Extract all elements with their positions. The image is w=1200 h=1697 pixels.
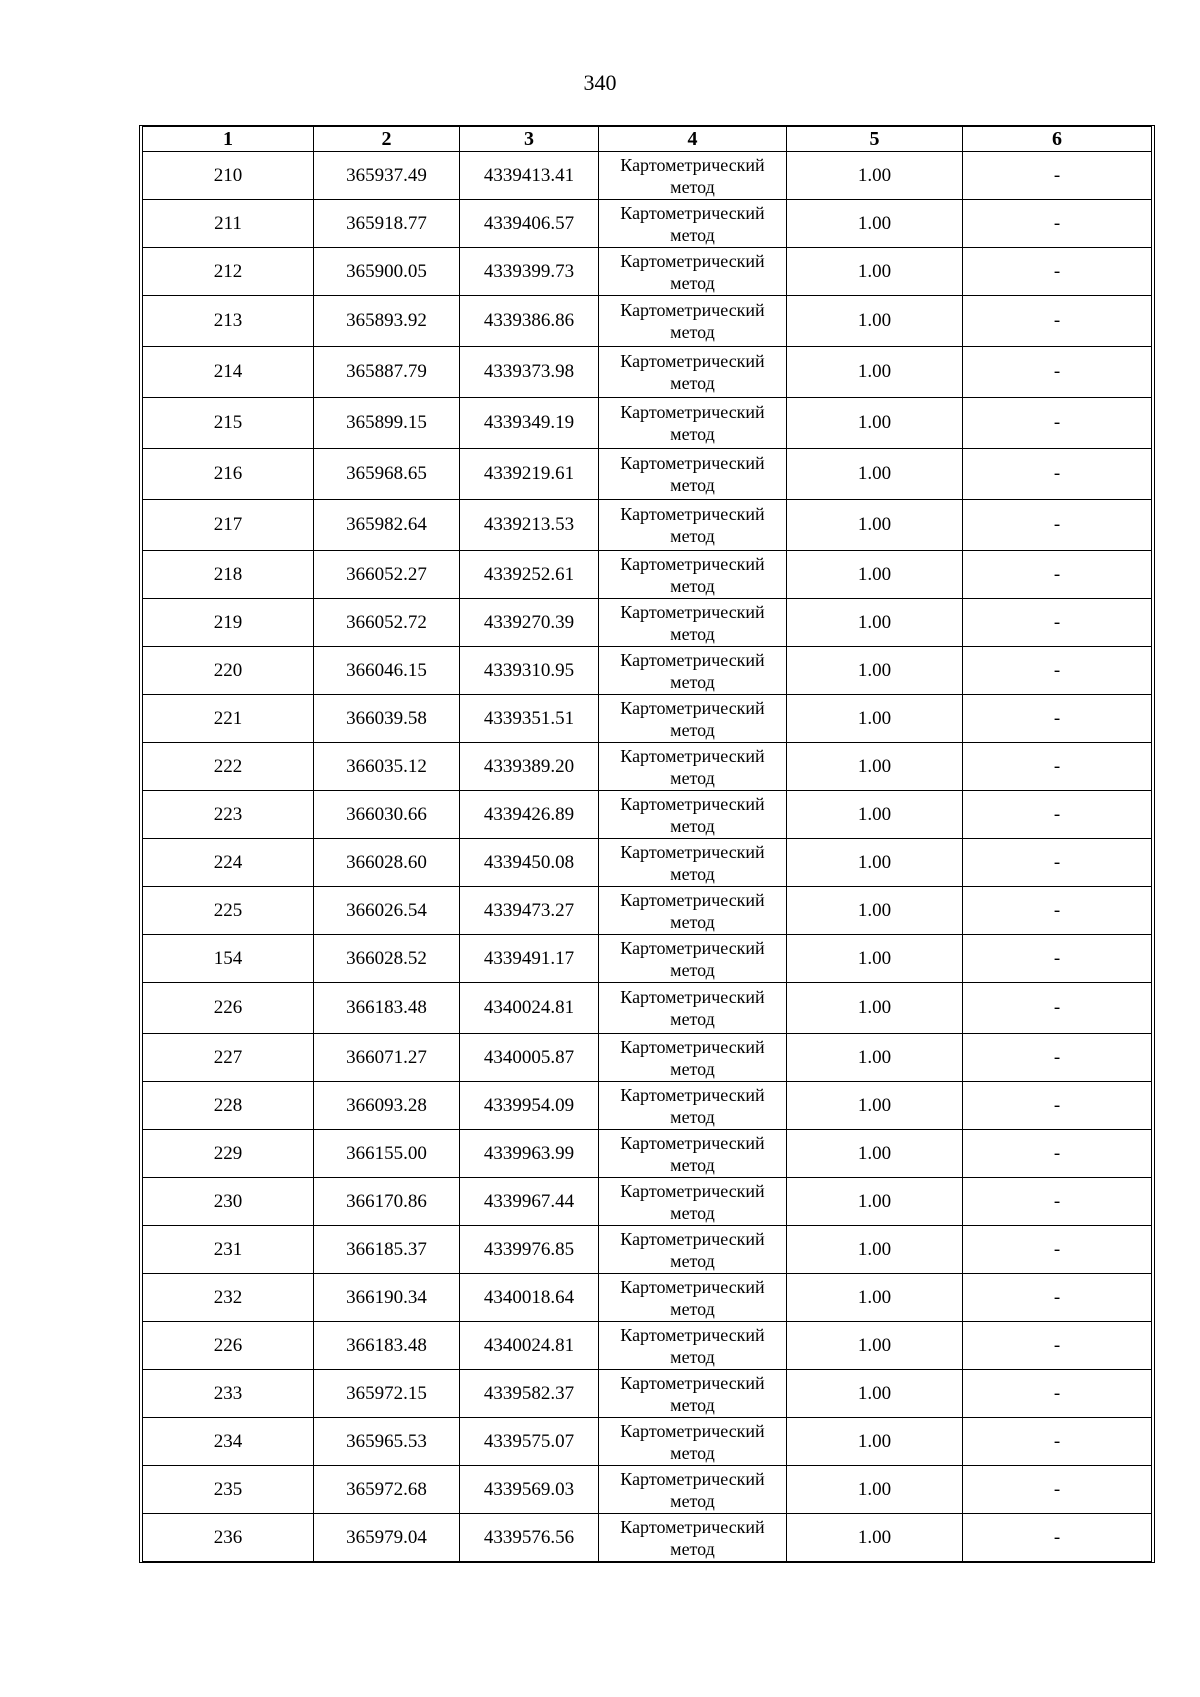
description-cell: - (963, 1130, 1152, 1178)
point-number-cell: 231 (143, 1226, 314, 1274)
x-coordinate-cell: 366155.00 (314, 1130, 460, 1178)
accuracy-cell: 1.00 (787, 248, 963, 296)
method-cell (599, 1418, 787, 1466)
x-coordinate-cell: 365972.15 (314, 1370, 460, 1418)
method-line-1: Картометрический (620, 1228, 765, 1249)
header-cell-6: 6 (963, 127, 1152, 152)
y-coordinate-cell: 4339310.95 (460, 647, 599, 695)
method-line-2: метод (670, 1202, 715, 1223)
y-coordinate-cell: 4339399.73 (460, 248, 599, 296)
point-number-cell: 210 (143, 152, 314, 200)
y-coordinate-cell: 4339413.41 (460, 152, 599, 200)
accuracy-cell: 1.00 (787, 1034, 963, 1082)
method-line-1: Картометрический (620, 453, 765, 473)
method-line-1: Картометрический (620, 793, 765, 814)
y-coordinate-cell: 4339473.27 (460, 887, 599, 935)
table-row (143, 647, 1152, 695)
description-cell: - (963, 1322, 1152, 1370)
description-cell: - (963, 839, 1152, 887)
x-coordinate-cell: 365893.92 (314, 296, 460, 347)
x-coordinate-cell: 366028.52 (314, 935, 460, 983)
x-coordinate-cell: 366190.34 (314, 1274, 460, 1322)
method-cell (599, 1466, 787, 1514)
accuracy-cell: 1.00 (787, 1418, 963, 1466)
method-line-1: Картометрический (620, 1324, 765, 1345)
table-row (143, 551, 1152, 599)
accuracy-cell: 1.00 (787, 398, 963, 449)
point-number-cell: 215 (143, 398, 314, 449)
y-coordinate-cell: 4339963.99 (460, 1130, 599, 1178)
header-cell-3: 3 (460, 127, 599, 152)
method-line-1: Картометрический (620, 1420, 765, 1441)
table-row (143, 1370, 1152, 1418)
method-line-2: метод (670, 959, 715, 980)
method-cell (599, 200, 787, 248)
method-line-2: метод (670, 1250, 715, 1271)
x-coordinate-cell: 365982.64 (314, 500, 460, 551)
coordinates-table-frame (139, 125, 1155, 1563)
table-row (143, 500, 1152, 551)
header-cell-5: 5 (787, 127, 963, 152)
method-cell (599, 551, 787, 599)
accuracy-cell: 1.00 (787, 1322, 963, 1370)
point-number-cell: 223 (143, 791, 314, 839)
description-cell: - (963, 1418, 1152, 1466)
x-coordinate-cell: 366185.37 (314, 1226, 460, 1274)
table-row (143, 449, 1152, 500)
y-coordinate-cell: 4339582.37 (460, 1370, 599, 1418)
description-cell: - (963, 743, 1152, 791)
coordinates-table (142, 126, 1152, 1562)
point-number-cell: 214 (143, 347, 314, 398)
accuracy-cell: 1.00 (787, 296, 963, 347)
accuracy-cell: 1.00 (787, 1130, 963, 1178)
header-cell-1: 1 (143, 127, 314, 152)
y-coordinate-cell: 4339967.44 (460, 1178, 599, 1226)
y-coordinate-cell: 4339491.17 (460, 935, 599, 983)
x-coordinate-cell: 366035.12 (314, 743, 460, 791)
y-coordinate-cell: 4339386.86 (460, 296, 599, 347)
method-line-1: Картометрический (620, 937, 765, 958)
point-number-cell: 226 (143, 983, 314, 1034)
accuracy-cell: 1.00 (787, 1370, 963, 1418)
method-cell (599, 983, 787, 1034)
method-line-1: Картометрический (620, 1132, 765, 1153)
method-cell (599, 347, 787, 398)
accuracy-cell: 1.00 (787, 1514, 963, 1562)
method-cell (599, 791, 787, 839)
accuracy-cell: 1.00 (787, 500, 963, 551)
method-line-1: Картометрический (620, 553, 765, 574)
description-cell: - (963, 152, 1152, 200)
accuracy-cell: 1.00 (787, 935, 963, 983)
method-cell (599, 1514, 787, 1562)
accuracy-cell: 1.00 (787, 743, 963, 791)
point-number-cell: 225 (143, 887, 314, 935)
table-row (143, 599, 1152, 647)
table-row (143, 1466, 1152, 1514)
x-coordinate-cell: 366030.66 (314, 791, 460, 839)
method-line-1: Картометрический (620, 889, 765, 910)
description-cell: - (963, 695, 1152, 743)
description-cell: - (963, 983, 1152, 1034)
header-cell-2: 2 (314, 127, 460, 152)
point-number-cell: 217 (143, 500, 314, 551)
description-cell: - (963, 1178, 1152, 1226)
method-cell (599, 449, 787, 500)
accuracy-cell: 1.00 (787, 1178, 963, 1226)
description-cell: - (963, 200, 1152, 248)
point-number-cell: 154 (143, 935, 314, 983)
x-coordinate-cell: 365937.49 (314, 152, 460, 200)
method-line-2: метод (670, 1394, 715, 1415)
y-coordinate-cell: 4339389.20 (460, 743, 599, 791)
method-cell (599, 1226, 787, 1274)
method-line-2: метод (670, 815, 715, 836)
method-line-2: метод (670, 1058, 715, 1079)
table-row (143, 887, 1152, 935)
method-line-1: Картометрический (620, 1180, 765, 1201)
method-cell (599, 398, 787, 449)
y-coordinate-cell: 4339406.57 (460, 200, 599, 248)
description-cell: - (963, 1226, 1152, 1274)
table-row (143, 1274, 1152, 1322)
method-line-1: Картометрический (620, 1516, 765, 1537)
description-cell: - (963, 1514, 1152, 1562)
description-cell: - (963, 1082, 1152, 1130)
method-cell (599, 935, 787, 983)
table-row (143, 1082, 1152, 1130)
method-cell (599, 1178, 787, 1226)
table-body (143, 152, 1152, 1562)
method-line-1: Картометрический (620, 202, 765, 223)
method-line-1: Картометрический (620, 601, 765, 622)
point-number-cell: 219 (143, 599, 314, 647)
description-cell: - (963, 935, 1152, 983)
accuracy-cell: 1.00 (787, 347, 963, 398)
point-number-cell: 234 (143, 1418, 314, 1466)
method-line-2: метод (670, 1490, 715, 1511)
method-line-1: Картометрический (620, 649, 765, 670)
description-cell: - (963, 248, 1152, 296)
method-cell (599, 647, 787, 695)
method-cell (599, 500, 787, 551)
method-line-2: метод (670, 475, 715, 495)
x-coordinate-cell: 365900.05 (314, 248, 460, 296)
method-cell (599, 1274, 787, 1322)
method-line-1: Картометрический (620, 300, 765, 320)
method-line-1: Картометрический (620, 504, 765, 524)
point-number-cell: 212 (143, 248, 314, 296)
point-number-cell: 216 (143, 449, 314, 500)
method-line-1: Картометрический (620, 987, 765, 1007)
method-line-2: метод (670, 272, 715, 293)
method-line-2: метод (670, 719, 715, 740)
y-coordinate-cell: 4339219.61 (460, 449, 599, 500)
method-line-1: Картометрический (620, 745, 765, 766)
method-line-2: метод (670, 424, 715, 444)
table-row (143, 1226, 1152, 1274)
y-coordinate-cell: 4339373.98 (460, 347, 599, 398)
point-number-cell: 227 (143, 1034, 314, 1082)
point-number-cell: 218 (143, 551, 314, 599)
x-coordinate-cell: 365972.68 (314, 1466, 460, 1514)
x-coordinate-cell: 365965.53 (314, 1418, 460, 1466)
table-row (143, 152, 1152, 200)
method-line-1: Картометрический (620, 1372, 765, 1393)
method-cell (599, 1034, 787, 1082)
method-line-1: Картометрический (620, 154, 765, 175)
method-line-2: метод (670, 863, 715, 884)
method-line-1: Картометрический (620, 402, 765, 422)
y-coordinate-cell: 4339976.85 (460, 1226, 599, 1274)
y-coordinate-cell: 4339252.61 (460, 551, 599, 599)
point-number-cell: 213 (143, 296, 314, 347)
method-cell (599, 599, 787, 647)
method-line-2: метод (670, 767, 715, 788)
point-number-cell: 220 (143, 647, 314, 695)
y-coordinate-cell: 4339569.03 (460, 1466, 599, 1514)
method-cell (599, 152, 787, 200)
accuracy-cell: 1.00 (787, 1082, 963, 1130)
method-line-2: метод (670, 373, 715, 393)
x-coordinate-cell: 366183.48 (314, 1322, 460, 1370)
method-line-2: метод (670, 526, 715, 546)
description-cell: - (963, 791, 1152, 839)
y-coordinate-cell: 4340024.81 (460, 1322, 599, 1370)
page-number: 340 (583, 70, 617, 95)
method-line-2: метод (670, 575, 715, 596)
accuracy-cell: 1.00 (787, 695, 963, 743)
method-cell (599, 743, 787, 791)
description-cell: - (963, 347, 1152, 398)
accuracy-cell: 1.00 (787, 983, 963, 1034)
table-row (143, 248, 1152, 296)
point-number-cell: 224 (143, 839, 314, 887)
y-coordinate-cell: 4339450.08 (460, 839, 599, 887)
table-row (143, 983, 1152, 1034)
method-line-2: метод (670, 1442, 715, 1463)
method-cell (599, 1370, 787, 1418)
description-cell: - (963, 398, 1152, 449)
description-cell: - (963, 296, 1152, 347)
x-coordinate-cell: 365887.79 (314, 347, 460, 398)
x-coordinate-cell: 366026.54 (314, 887, 460, 935)
y-coordinate-cell: 4339426.89 (460, 791, 599, 839)
y-coordinate-cell: 4340024.81 (460, 983, 599, 1034)
point-number-cell: 228 (143, 1082, 314, 1130)
method-line-2: метод (670, 1009, 715, 1029)
x-coordinate-cell: 366052.27 (314, 551, 460, 599)
table-row (143, 1130, 1152, 1178)
description-cell: - (963, 887, 1152, 935)
method-line-1: Картометрический (620, 697, 765, 718)
method-line-2: метод (670, 1106, 715, 1127)
description-cell: - (963, 1274, 1152, 1322)
point-number-cell: 232 (143, 1274, 314, 1322)
x-coordinate-cell: 365918.77 (314, 200, 460, 248)
table-row (143, 1322, 1152, 1370)
accuracy-cell: 1.00 (787, 449, 963, 500)
table-row (143, 1418, 1152, 1466)
method-cell (599, 1082, 787, 1130)
accuracy-cell: 1.00 (787, 152, 963, 200)
method-cell (599, 839, 787, 887)
point-number-cell: 211 (143, 200, 314, 248)
table-row (143, 1514, 1152, 1562)
description-cell: - (963, 599, 1152, 647)
x-coordinate-cell: 365899.15 (314, 398, 460, 449)
method-line-1: Картометрический (620, 1084, 765, 1105)
point-number-cell: 230 (143, 1178, 314, 1226)
method-line-1: Картометрический (620, 351, 765, 371)
method-line-2: метод (670, 1154, 715, 1175)
accuracy-cell: 1.00 (787, 647, 963, 695)
method-line-2: метод (670, 176, 715, 197)
method-line-1: Картометрический (620, 841, 765, 862)
x-coordinate-cell: 366046.15 (314, 647, 460, 695)
table-row (143, 347, 1152, 398)
method-cell (599, 1130, 787, 1178)
table-row (143, 743, 1152, 791)
table-row (143, 1034, 1152, 1082)
x-coordinate-cell: 366052.72 (314, 599, 460, 647)
method-line-2: метод (670, 1298, 715, 1319)
table-row (143, 791, 1152, 839)
accuracy-cell: 1.00 (787, 200, 963, 248)
x-coordinate-cell: 366170.86 (314, 1178, 460, 1226)
accuracy-cell: 1.00 (787, 599, 963, 647)
method-cell (599, 1322, 787, 1370)
accuracy-cell: 1.00 (787, 887, 963, 935)
method-cell (599, 887, 787, 935)
y-coordinate-cell: 4339270.39 (460, 599, 599, 647)
description-cell: - (963, 551, 1152, 599)
x-coordinate-cell: 366093.28 (314, 1082, 460, 1130)
point-number-cell: 235 (143, 1466, 314, 1514)
table-row (143, 1178, 1152, 1226)
accuracy-cell: 1.00 (787, 1274, 963, 1322)
accuracy-cell: 1.00 (787, 839, 963, 887)
description-cell: - (963, 500, 1152, 551)
table-row (143, 200, 1152, 248)
table-row (143, 398, 1152, 449)
method-line-2: метод (670, 1346, 715, 1367)
description-cell: - (963, 1034, 1152, 1082)
description-cell: - (963, 1370, 1152, 1418)
point-number-cell: 222 (143, 743, 314, 791)
method-line-2: метод (670, 911, 715, 932)
x-coordinate-cell: 366039.58 (314, 695, 460, 743)
table-row (143, 296, 1152, 347)
x-coordinate-cell: 366183.48 (314, 983, 460, 1034)
y-coordinate-cell: 4340005.87 (460, 1034, 599, 1082)
y-coordinate-cell: 4339575.07 (460, 1418, 599, 1466)
method-cell (599, 248, 787, 296)
point-number-cell: 226 (143, 1322, 314, 1370)
y-coordinate-cell: 4339954.09 (460, 1082, 599, 1130)
x-coordinate-cell: 366028.60 (314, 839, 460, 887)
y-coordinate-cell: 4340018.64 (460, 1274, 599, 1322)
method-line-1: Картометрический (620, 1468, 765, 1489)
description-cell: - (963, 1466, 1152, 1514)
y-coordinate-cell: 4339351.51 (460, 695, 599, 743)
method-line-2: метод (670, 623, 715, 644)
accuracy-cell: 1.00 (787, 1226, 963, 1274)
method-line-2: метод (670, 224, 715, 245)
point-number-cell: 221 (143, 695, 314, 743)
method-line-1: Картометрический (620, 1036, 765, 1057)
point-number-cell: 229 (143, 1130, 314, 1178)
table-row (143, 695, 1152, 743)
y-coordinate-cell: 4339213.53 (460, 500, 599, 551)
description-cell: - (963, 647, 1152, 695)
accuracy-cell: 1.00 (787, 1466, 963, 1514)
header-row (143, 127, 1152, 152)
description-cell: - (963, 449, 1152, 500)
x-coordinate-cell: 366071.27 (314, 1034, 460, 1082)
method-line-2: метод (670, 1538, 715, 1559)
method-cell (599, 296, 787, 347)
x-coordinate-cell: 365968.65 (314, 449, 460, 500)
header-cell-4: 4 (599, 127, 787, 152)
method-line-1: Картометрический (620, 250, 765, 271)
accuracy-cell: 1.00 (787, 551, 963, 599)
method-line-1: Картометрический (620, 1276, 765, 1297)
method-line-2: метод (670, 322, 715, 342)
table-row (143, 935, 1152, 983)
x-coordinate-cell: 365979.04 (314, 1514, 460, 1562)
table-row (143, 839, 1152, 887)
y-coordinate-cell: 4339349.19 (460, 398, 599, 449)
method-cell (599, 695, 787, 743)
point-number-cell: 236 (143, 1514, 314, 1562)
y-coordinate-cell: 4339576.56 (460, 1514, 599, 1562)
accuracy-cell: 1.00 (787, 791, 963, 839)
method-line-2: метод (670, 671, 715, 692)
point-number-cell: 233 (143, 1370, 314, 1418)
